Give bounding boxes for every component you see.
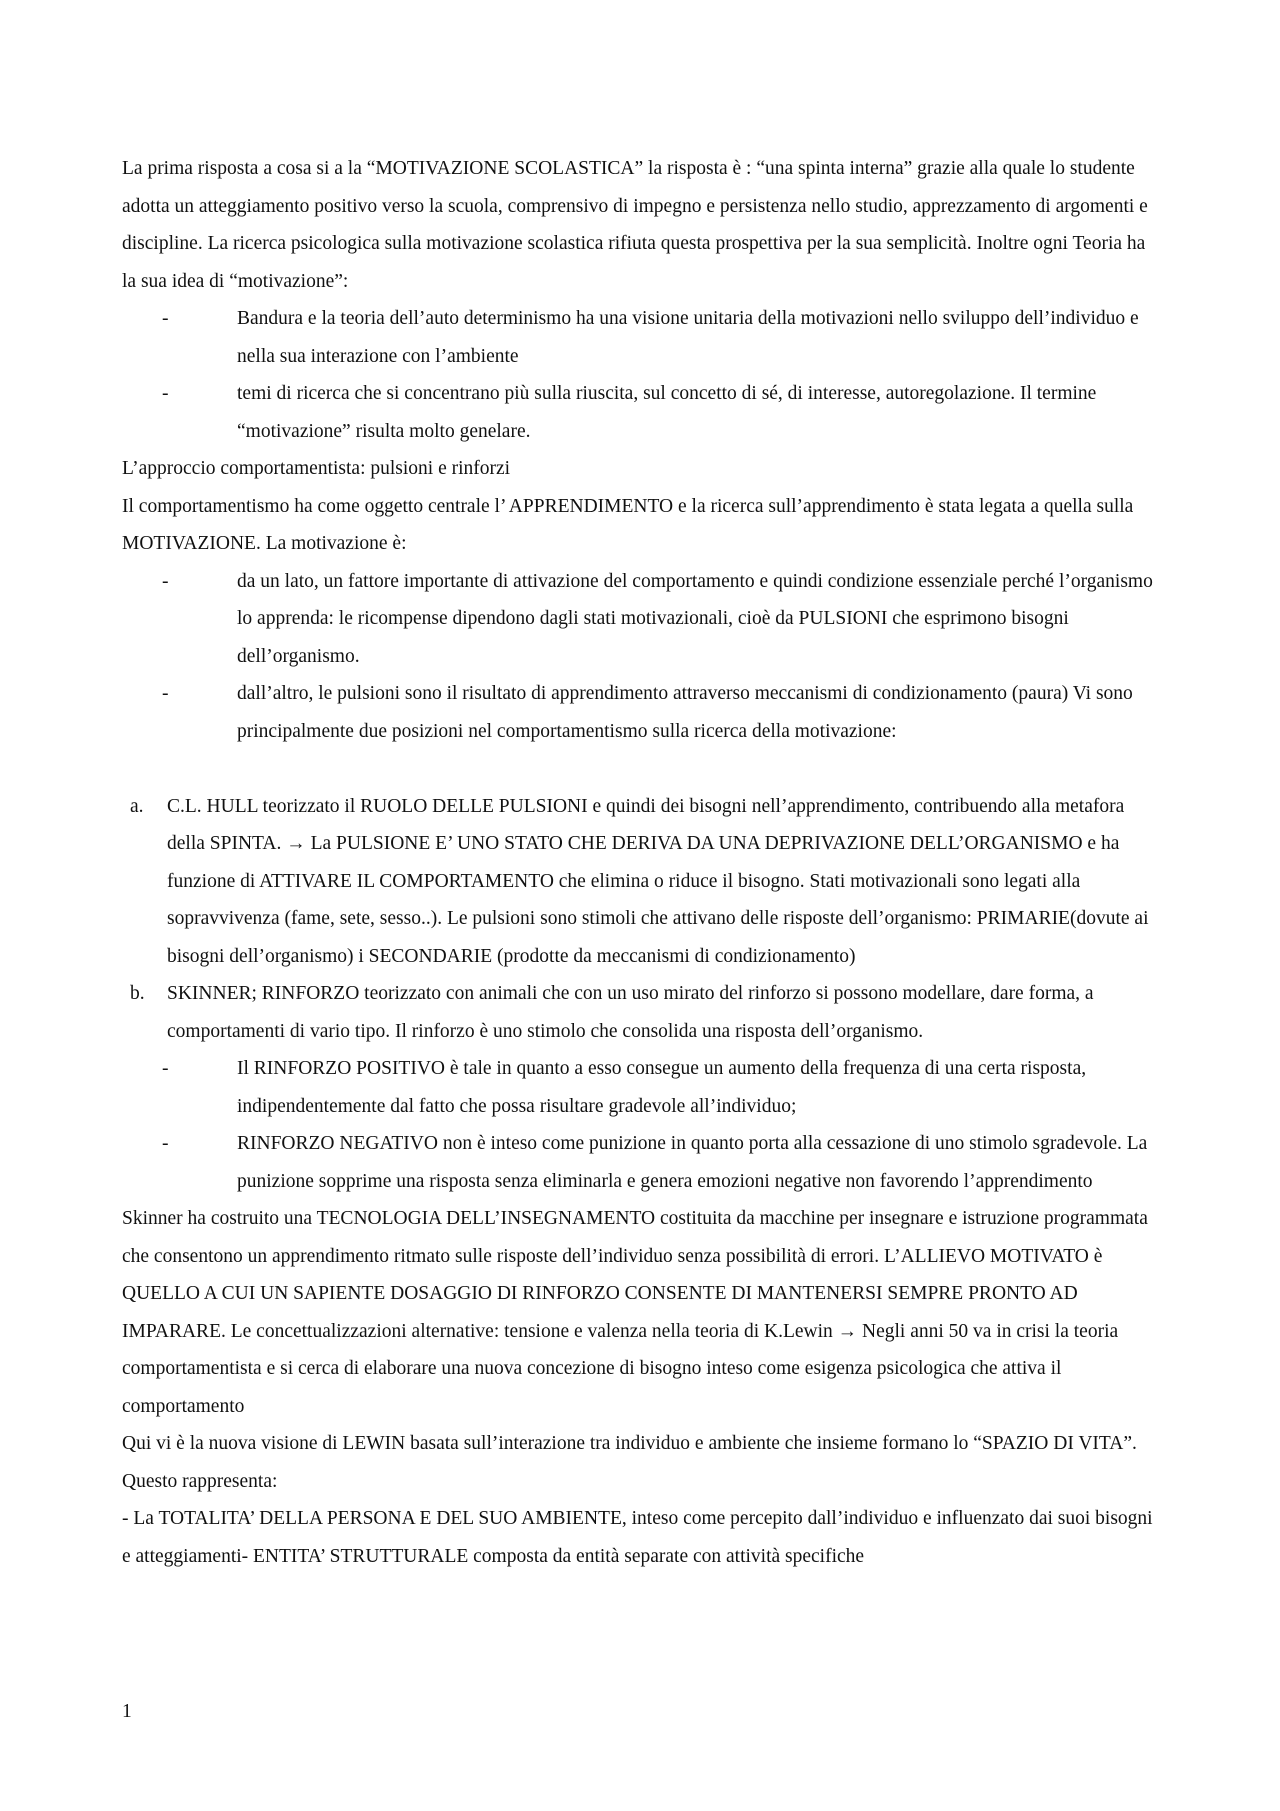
list-item-hull — [122, 788, 1162, 976]
page-number: 1 — [122, 1701, 132, 1722]
paragraph-comportamentismo: Il comportamentismo ha come oggetto centrale l’ APPRENDIMENTO e la ricerca sull’apprendimento è stata legata a quella sulla MOTIVAZIONE. La motivazione è: — [122, 495, 1134, 554]
bullet-da-un-lato: - da un lato, un fattore importante di attivazione del comportamento e quindi condizione essenziale perché l’organismo lo apprenda: le ricompense dipendono dagli stati motivazionali, cioè da PULSIONI che esprimono bisogni dell’organismo. — [122, 563, 1162, 676]
bullet-bandura: - Bandura e la teoria dell’auto determinismo ha una visione unitaria della motivazioni nello sviluppo dell’individuo e nella sua interazione con l’ambiente — [122, 300, 1162, 375]
bullet-temi-ricerca: - temi di ricerca che si concentrano più sulla riuscita, sul concetto di sé, di interesse, autoregolazione. Il termine “motivazione” risulta molto genelare. — [122, 375, 1162, 450]
bullet-rinforzo-negativo: - RINFORZO NEGATIVO non è inteso come punizione in quanto porta alla cessazione di uno stimolo sgradevole. La punizione sopprime una risposta senza eliminarla e genera emozioni negative non favorendo l’apprendimento — [122, 1125, 1162, 1200]
paragraph-lewin: Qui vi è la nuova visione di LEWIN basata sull’interazione tra individuo e ambiente che insieme formano lo “SPAZIO DI VITA”. Questo rappresenta: — [122, 1433, 1137, 1492]
paragraph-totalita: - La TOTALITA’ DELLA PERSONA E DEL SUO AMBIENTE, inteso come percepito dall’individuo e influenzato dai suoi bisogni e atteggiamenti- ENTITA’ STRUTTURALE composta da entità separate con attività specifiche — [122, 1508, 1153, 1567]
list-text-hull: C.L. HULL teorizzato il RUOLO DELLE PULSIONI e quindi dei bisogni nell’apprendimento, contribuendo alla metafora della SPINTA. → La PULSIONE E’ UNO STATO CHE DERIVA DA UNA DEPRIVAZIONE DELL’ORGANISMO e ha funzione di ATTIVARE IL COMPORTAMENTO che elimina o riduce il bisogno. Stati motivazionali sono legati alla sopravvivenza (fame, sete, sesso..). Le pulsioni sono stimoli che attivano delle risposte dell’organismo: PRIMARIE(dovute ai bisogni dell’organismo) i SECONDARIE (prodotte da meccanismi di condizionamento) — [167, 795, 1149, 967]
bullet-rinforzo-positivo: - Il RINFORZO POSITIVO è tale in quanto a esso consegue un aumento della frequenza di una certa risposta, indipendentemente dal fatto che possa risultare gradevole all’individuo; — [122, 1050, 1162, 1125]
section-heading-comportamentista: L’approccio comportamentista: pulsioni e rinforzi — [122, 458, 511, 479]
document-body — [122, 150, 1162, 1575]
list-text-skinner: SKINNER; RINFORZO teorizzato con animali che con un uso mirato del rinforzo si possono modellare, dare forma, a comportamenti di vario tipo. Il rinforzo è uno stimolo che consolida una risposta dell’organismo. — [167, 983, 1094, 1042]
paragraph-skinner-tecnologia: Skinner ha costruito una TECNOLOGIA DELL’INSEGNAMENTO costituita da macchine per insegnare e istruzione programmata che consentono un apprendimento ritmato sulle risposte dell’individuo senza possibilità di errori. L’ALLIEVO MOTIVATO è QUELLO A CUI UN SAPIENTE DOSAGGIO DI RINFORZO CONSENTE DI MANTENERSI SEMPRE PRONTO AD IMPARARE. Le concettualizzazioni alternative: tensione e valenza nella teoria di K.Lewin → Negli anni 50 va in crisi la teoria comportamentista e si cerca di elaborare una nuova concezione di bisogno inteso come esigenza psicologica che attiva il comportamento — [122, 1208, 1148, 1417]
blank-line — [122, 750, 1162, 788]
list-item-skinner — [122, 975, 1162, 1050]
list-marker-b: b. — [130, 983, 145, 1004]
paragraph-intro: La prima risposta a cosa si a la “MOTIVAZIONE SCOLASTICA” la risposta è : “una spinta interna” grazie alla quale lo studente adotta un atteggiamento positivo verso la scuola, comprensivo di impegno e persistenza nello studio, apprezzamento di argomenti e discipline. La ricerca psicologica sulla motivazione scolastica rifiuta questa prospettiva per la sua semplicità. Inoltre ogni Teoria ha la sua idea di “motivazione”: — [122, 158, 1148, 292]
bullet-dall-altro: - dall’altro, le pulsioni sono il risultato di apprendimento attraverso meccanismi di condizionamento (paura) Vi sono principalmente due posizioni nel comportamentismo sulla ricerca della motivazione: — [122, 675, 1162, 750]
list-marker-a: a. — [130, 795, 144, 817]
